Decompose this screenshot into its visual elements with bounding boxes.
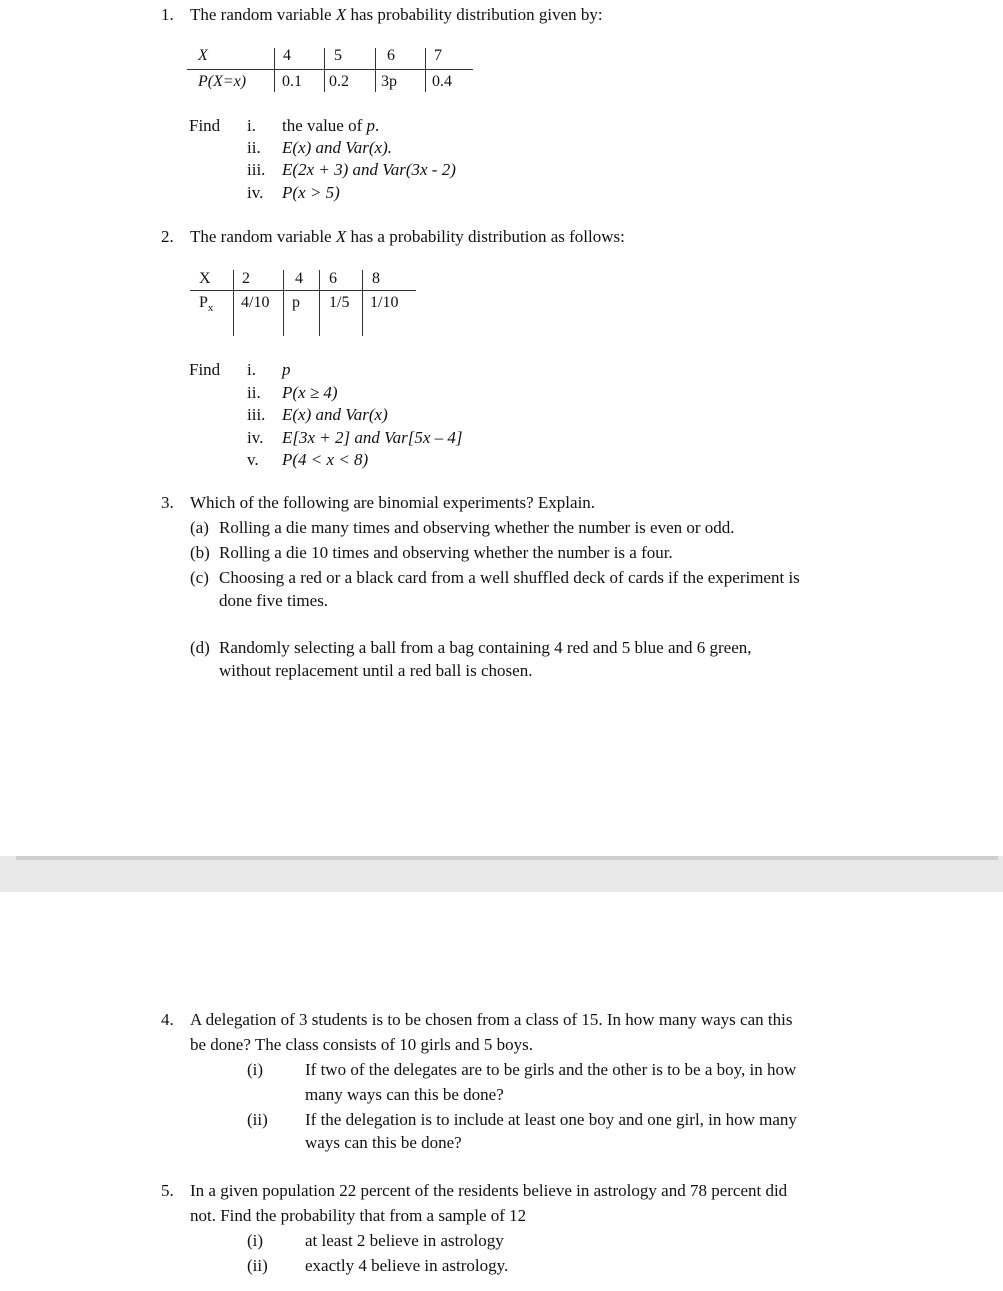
- item-text: If two of the delegates are to be girls and the other is to be a boy, in how: [305, 1060, 797, 1079]
- item-label: i.: [247, 360, 256, 379]
- item-text: P(x ≥ 4): [282, 383, 338, 402]
- item-text: P(4 < x < 8): [282, 450, 369, 469]
- table-divider: [283, 270, 284, 336]
- item-text: at least 2 believe in astrology: [305, 1231, 504, 1250]
- table-divider: [375, 48, 376, 92]
- question-number: 4.: [161, 1010, 174, 1029]
- item-label: iv.: [247, 428, 264, 447]
- table-divider: [362, 270, 363, 336]
- question-number: 3.: [161, 493, 174, 512]
- table-x-value: 2: [242, 270, 250, 287]
- item-label: ii.: [247, 138, 261, 157]
- item-label: iv.: [247, 183, 264, 202]
- item-text: E(x) and Var(x).: [282, 138, 392, 157]
- question-number: 5.: [161, 1181, 174, 1200]
- table-row-header-x: X: [199, 270, 211, 287]
- table-x-value: 6: [387, 47, 395, 64]
- question-stem: A delegation of 3 students is to be chosen from a class of 15. In how many ways can this: [190, 1010, 793, 1029]
- question-number: 1.: [161, 5, 174, 24]
- table-divider: [324, 48, 325, 92]
- item-text: E[3x + 2] and Var[5x – 4]: [282, 428, 463, 447]
- table-p-value: 1/10: [370, 294, 399, 311]
- question-number: 2.: [161, 227, 174, 246]
- document-page-2: [16, 892, 998, 1291]
- find-label: Find: [189, 360, 221, 379]
- item-text-continued: ways can this be done?: [305, 1133, 462, 1152]
- item-label: (b): [190, 543, 210, 562]
- item-label: v.: [247, 450, 259, 469]
- item-text: If the delegation is to include at least one boy and one girl, in how many: [305, 1110, 797, 1129]
- question-stem-continued: be done? The class consists of 10 girls and 5 boys.: [190, 1035, 533, 1054]
- item-text-continued: many ways can this be done?: [305, 1085, 504, 1104]
- table-row-header-x: X: [198, 47, 208, 64]
- table-p-value: 3p: [381, 73, 397, 90]
- table-p-value: 0.1: [282, 73, 302, 90]
- page-separator: [0, 856, 1003, 892]
- table-divider: [425, 48, 426, 92]
- item-text: P(x > 5): [282, 183, 340, 202]
- table-x-value: 4: [295, 270, 303, 287]
- item-text-continued: without replacement until a red ball is chosen.: [219, 661, 533, 680]
- question-stem: In a given population 22 percent of the residents believe in astrology and 78 percent did: [190, 1181, 788, 1200]
- table-x-value: 6: [329, 270, 337, 287]
- table-p-value: 0.4: [432, 73, 452, 90]
- question-stem: Which of the following are binomial experiments? Explain.: [190, 493, 596, 512]
- item-text: Rolling a die many times and observing whether the number is even or odd.: [219, 518, 735, 537]
- item-label: (i): [247, 1060, 264, 1079]
- table-x-value: 8: [372, 270, 380, 287]
- table-divider: [233, 270, 234, 336]
- item-text: exactly 4 believe in astrology.: [305, 1256, 509, 1275]
- table-p-value: 1/5: [329, 294, 350, 311]
- item-label: ii.: [247, 383, 261, 402]
- table-x-value: 4: [283, 47, 291, 64]
- table-p-value: 0.2: [329, 73, 349, 90]
- item-text: Choosing a red or a black card from a well shuffled deck of cards if the experiment is: [219, 568, 800, 587]
- document-page-1: [16, 0, 998, 856]
- table-rule: [190, 290, 416, 291]
- table-x-value: 7: [434, 47, 442, 64]
- table-divider: [274, 48, 275, 92]
- item-label: (d): [190, 638, 210, 657]
- item-text: p: [282, 360, 291, 379]
- question-stem: The random variable X has a probability distribution as follows:: [190, 227, 625, 246]
- item-text: Randomly selecting a ball from a bag containing 4 red and 5 blue and 6 green,: [219, 638, 752, 657]
- item-label: (ii): [247, 1256, 268, 1275]
- table-x-value: 5: [334, 47, 342, 64]
- table-p-value: p: [292, 294, 300, 311]
- item-label: iii.: [247, 160, 266, 179]
- item-text-continued: done five times.: [219, 591, 329, 610]
- item-label: (a): [190, 518, 209, 537]
- item-label: i.: [247, 116, 256, 135]
- table-rule: [187, 69, 473, 70]
- item-label: (c): [190, 568, 209, 587]
- table-divider: [319, 270, 320, 336]
- item-text: E(2x + 3) and Var(3x - 2): [282, 160, 456, 179]
- item-text: Rolling a die 10 times and observing whether the number is a four.: [219, 543, 673, 562]
- item-text: E(x) and Var(x): [282, 405, 388, 424]
- item-text: the value of p.: [282, 116, 380, 135]
- item-label: iii.: [247, 405, 266, 424]
- find-label: Find: [189, 116, 221, 135]
- table-row-header-p: $P_x$: [199, 294, 214, 315]
- item-label: (i): [247, 1231, 264, 1250]
- question-stem-continued: not. Find the probability that from a sample of 12: [190, 1206, 527, 1225]
- table-p-value: 4/10: [241, 294, 270, 311]
- item-label: (ii): [247, 1110, 268, 1129]
- table-row-header-p: P(X=x): [198, 73, 247, 90]
- question-stem: The random variable X has probability distribution given by:: [190, 5, 603, 24]
